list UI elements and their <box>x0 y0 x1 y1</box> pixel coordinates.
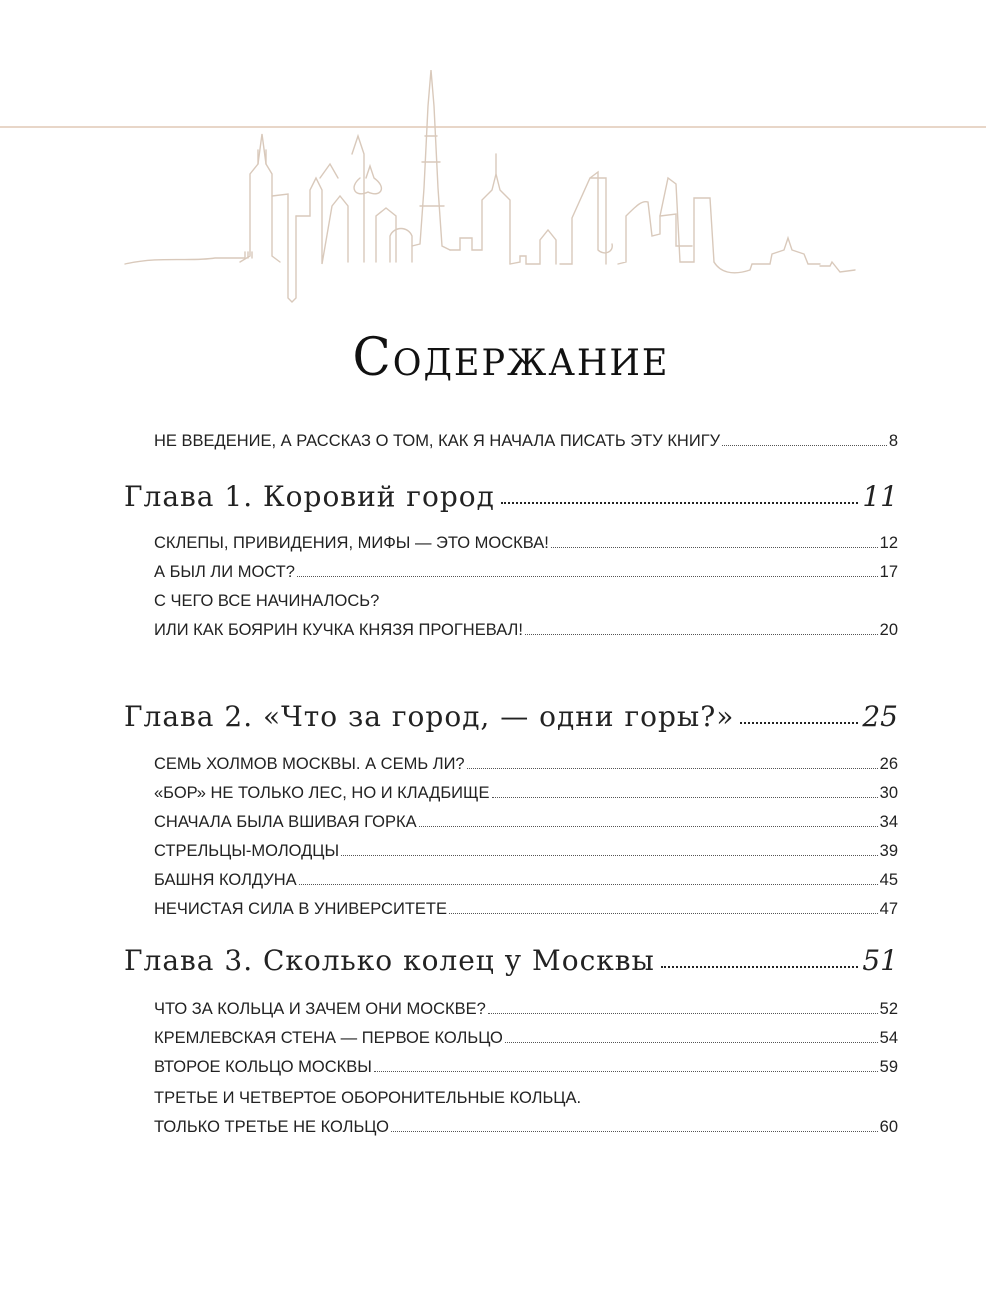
dot-leader <box>492 797 878 798</box>
toc-entry-page: 59 <box>879 1058 898 1076</box>
toc-entry[interactable] <box>154 784 898 803</box>
toc-entry-page: 39 <box>879 842 898 860</box>
toc-entry-page: 12 <box>879 534 898 552</box>
chapter-page: 11 <box>862 480 898 513</box>
toc-entry-page: 45 <box>879 871 898 889</box>
toc-entry-label: СЕМЬ ХОЛМОВ МОСКВЫ. А СЕМЬ ЛИ? <box>154 755 465 773</box>
chapter-title: Глава 3. Сколько колец у Москвы <box>124 944 655 977</box>
toc-entry-label: «БОР» НЕ ТОЛЬКО ЛЕС, НО И КЛАДБИЩЕ <box>154 784 490 802</box>
toc-entry[interactable] <box>154 755 898 774</box>
toc-entry[interactable] <box>154 900 898 919</box>
toc-entry-page: 34 <box>879 813 898 831</box>
dot-leader <box>661 966 859 968</box>
toc-entry-page: 60 <box>879 1118 898 1136</box>
toc-entry[interactable] <box>154 563 898 582</box>
toc-entry-label: А БЫЛ ЛИ МОСТ? <box>154 563 295 581</box>
dot-leader <box>467 768 878 769</box>
chapter-page: 25 <box>862 700 898 733</box>
dot-leader <box>374 1071 878 1072</box>
chapter-title: Глава 2. «Что за город, — одни горы?» <box>124 700 735 733</box>
toc-entry-page: 20 <box>879 621 898 639</box>
toc-chapter-2[interactable] <box>124 700 898 733</box>
toc-entry[interactable] <box>154 621 898 640</box>
dot-leader <box>488 1013 878 1014</box>
toc-entry-page: 30 <box>879 784 898 802</box>
toc-entry-page: 54 <box>879 1029 898 1047</box>
dot-leader <box>297 576 878 577</box>
dot-leader <box>449 913 878 914</box>
toc-entry-label: БАШНЯ КОЛДУНА <box>154 871 297 889</box>
dot-leader <box>551 547 878 548</box>
chapter-title: Глава 1. Коровий город <box>124 480 495 513</box>
dot-leader <box>740 722 858 724</box>
toc-chapter-1[interactable] <box>124 480 898 513</box>
toc-entry-page: 47 <box>879 900 898 918</box>
toc-entry-page: 17 <box>879 563 898 581</box>
dot-leader <box>419 826 878 827</box>
toc-chapter-3[interactable] <box>124 944 898 977</box>
toc-entry-label: ВТОРОЕ КОЛЬЦО МОСКВЫ <box>154 1058 372 1076</box>
toc-entry[interactable] <box>154 813 898 832</box>
toc-entry-label: ТОЛЬКО ТРЕТЬЕ НЕ КОЛЬЦО <box>154 1118 389 1136</box>
toc-entry-label: С ЧЕГО ВСЕ НАЧИНАЛОСЬ? <box>154 592 380 610</box>
toc-entry[interactable] <box>154 534 898 553</box>
toc-entry-label: НЕЧИСТАЯ СИЛА В УНИВЕРСИТЕТЕ <box>154 900 447 918</box>
toc-entry-label: СКЛЕПЫ, ПРИВИДЕНИЯ, МИФЫ — ЭТО МОСКВА! <box>154 534 549 552</box>
toc-entry-page: 8 <box>888 432 898 450</box>
toc-entry[interactable] <box>154 1058 898 1077</box>
toc-entry-line1[interactable] <box>154 1089 581 1108</box>
toc-entry[interactable] <box>154 842 898 861</box>
toc-entry-label: ТРЕТЬЕ И ЧЕТВЕРТОЕ ОБОРОНИТЕЛЬНЫЕ КОЛЬЦА. <box>154 1089 582 1107</box>
toc-entry-label: КРЕМЛЕВСКАЯ СТЕНА — ПЕРВОЕ КОЛЬЦО <box>154 1029 503 1047</box>
toc-entry-label: ЧТО ЗА КОЛЬЦА И ЗАЧЕМ ОНИ МОСКВЕ? <box>154 1000 486 1018</box>
toc-entry-label: НЕ ВВЕДЕНИЕ, А РАССКАЗ О ТОМ, КАК Я НАЧАЛА ПИСАТЬ ЭТУ КНИГУ <box>154 432 721 450</box>
toc-entry-line1[interactable] <box>154 592 379 611</box>
toc-entry-label: СНАЧАЛА БЫЛА ВШИВАЯ ГОРКА <box>154 813 417 831</box>
toc-entry-intro[interactable] <box>154 432 898 451</box>
toc-entry[interactable] <box>154 871 898 890</box>
dot-leader <box>391 1131 878 1132</box>
toc-entry-label: ИЛИ КАК БОЯРИН КУЧКА КНЯЗЯ ПРОГНЕВАЛ! <box>154 621 523 639</box>
dot-leader <box>341 855 878 856</box>
dot-leader <box>299 884 878 885</box>
page-title: Содержание <box>352 326 670 388</box>
dot-leader <box>505 1042 878 1043</box>
toc-entry[interactable] <box>154 1118 898 1137</box>
dot-leader <box>722 445 887 446</box>
moscow-skyline-illustration <box>120 66 860 306</box>
toc-entry[interactable] <box>154 1029 898 1048</box>
toc-entry-page: 26 <box>879 755 898 773</box>
toc-entry-label: СТРЕЛЬЦЫ-МОЛОДЦЫ <box>154 842 340 860</box>
toc-entry[interactable] <box>154 1000 898 1019</box>
dot-leader <box>501 502 859 504</box>
dot-leader <box>525 634 878 635</box>
chapter-page: 51 <box>862 944 898 977</box>
toc-entry-page: 52 <box>879 1000 898 1018</box>
